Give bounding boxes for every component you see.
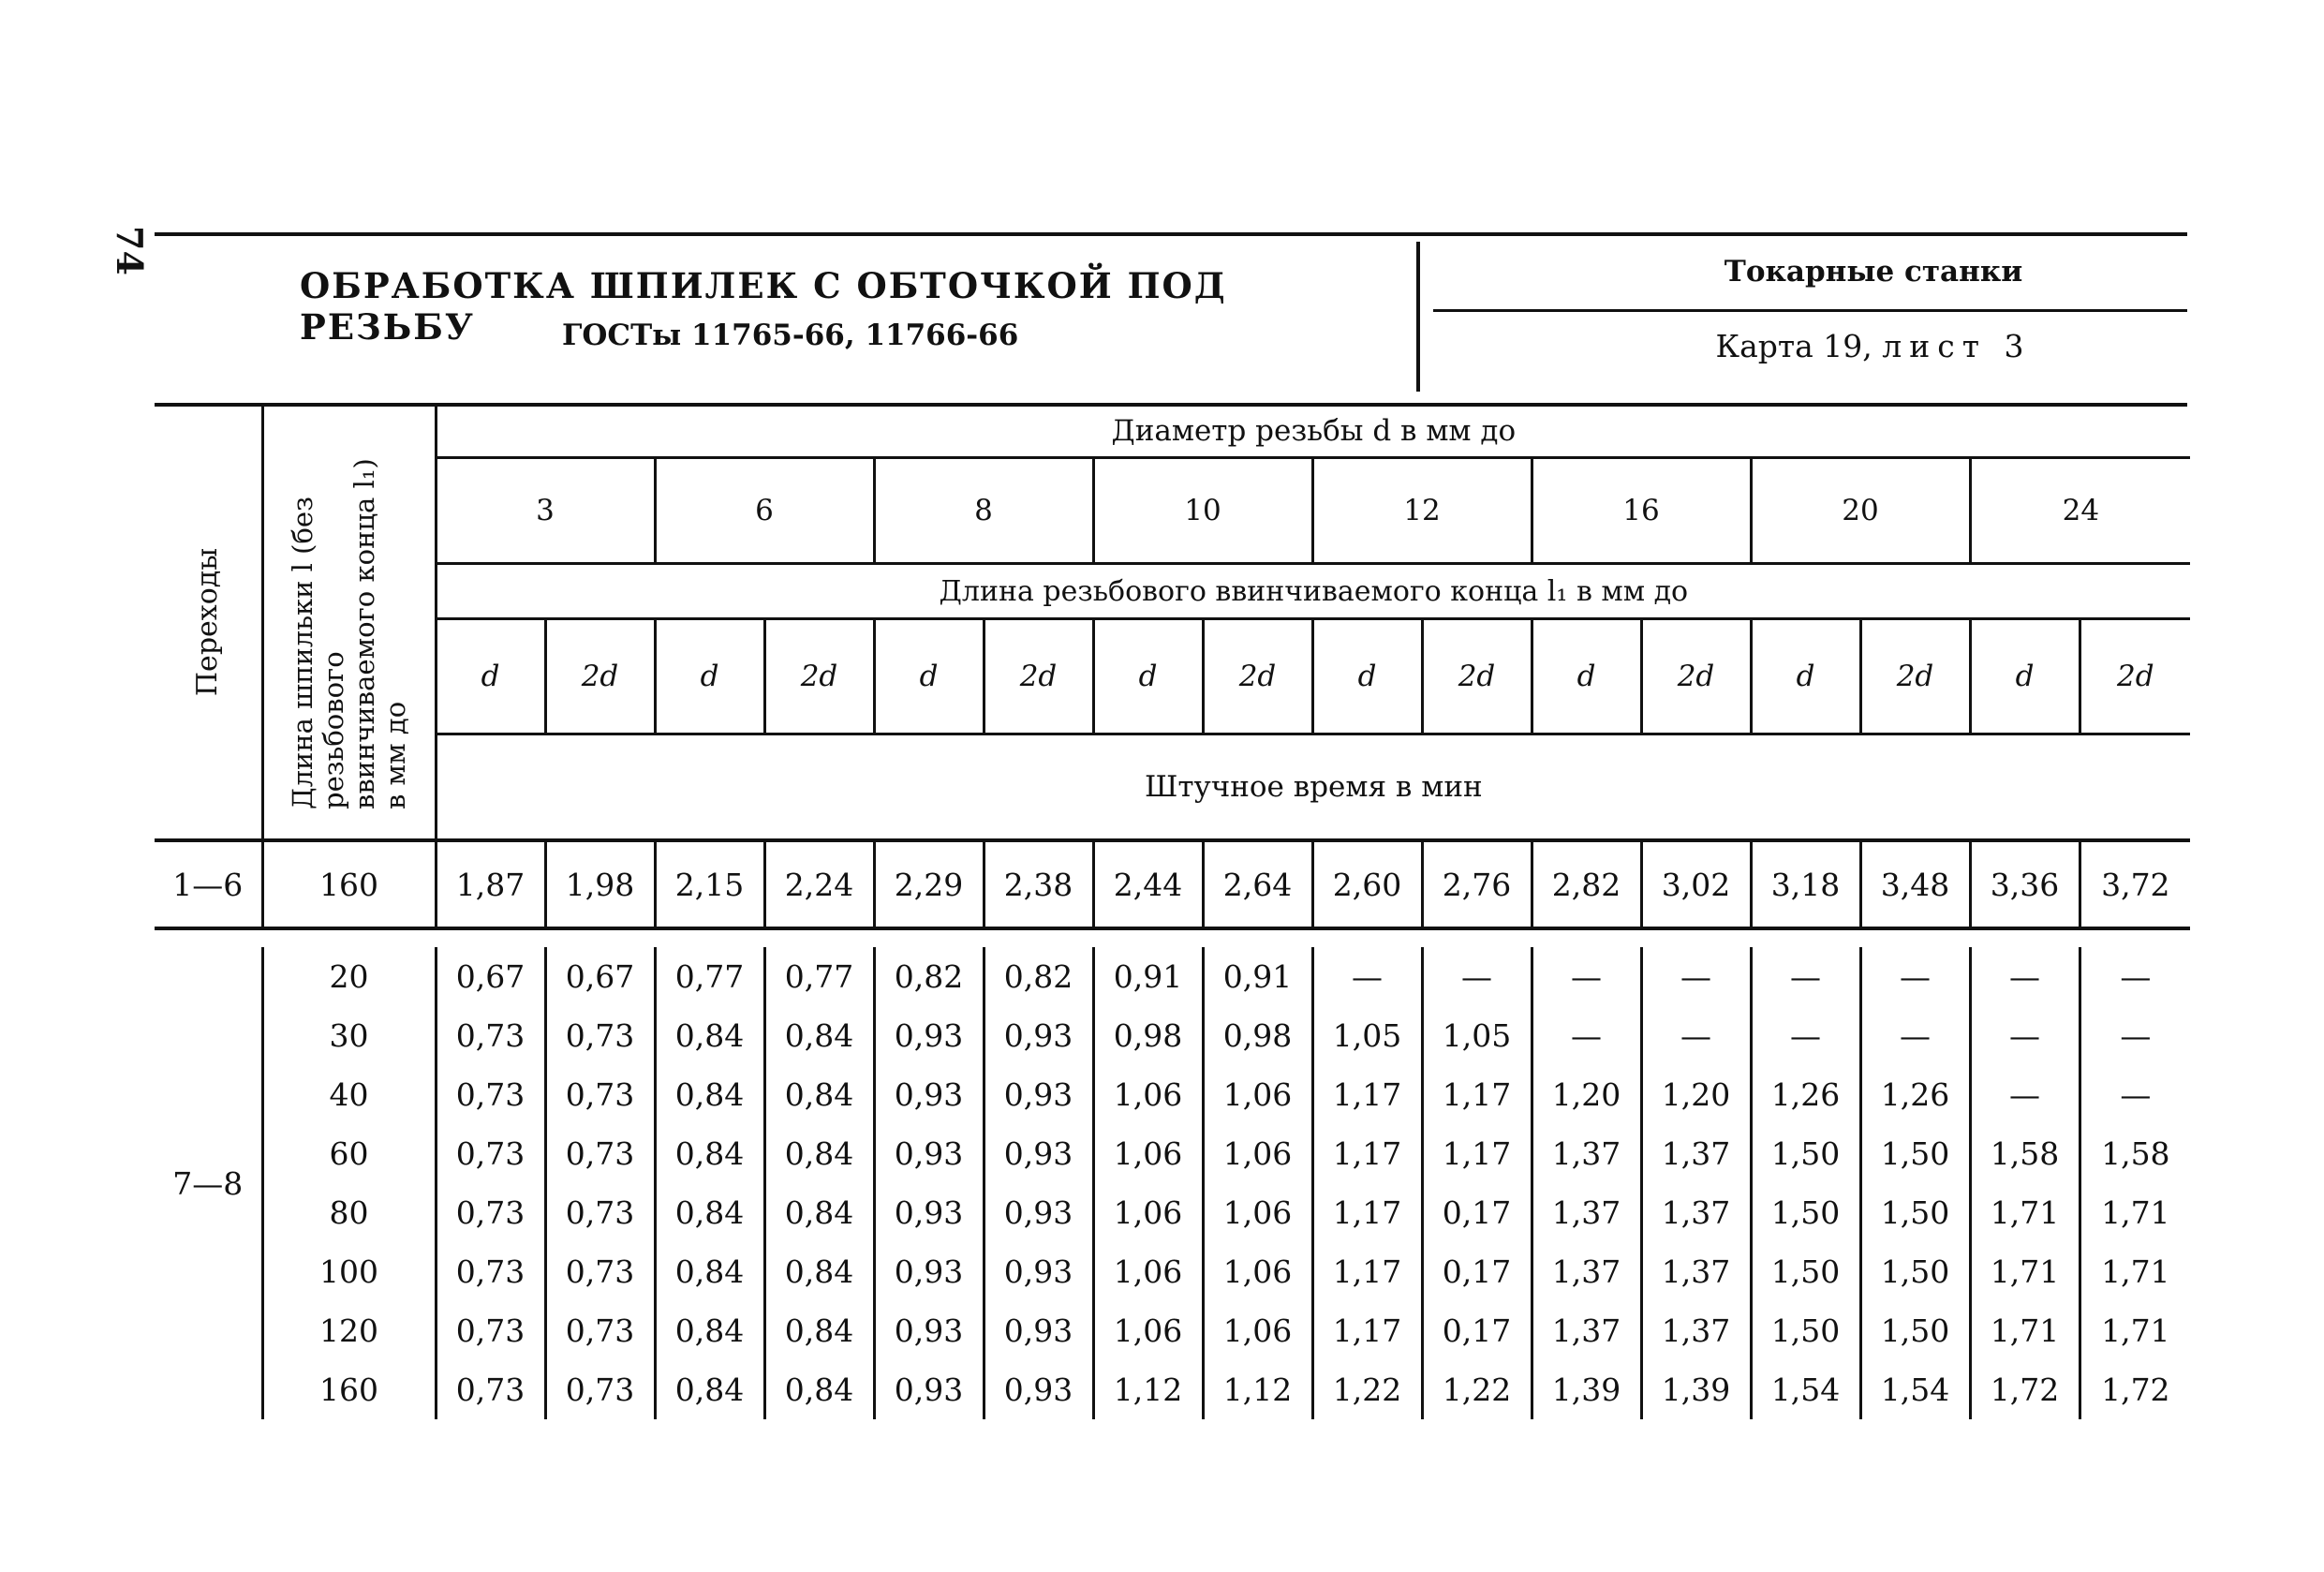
length-cell: 80	[262, 1183, 436, 1242]
value-cell: 1,37	[1532, 1183, 1641, 1242]
gost-reference: ГОСТы 11765-66, 11766-66	[562, 319, 1019, 352]
header-right-rule	[1433, 309, 2187, 312]
subheader-cell: d	[1751, 619, 1860, 734]
value-cell: 0,93	[984, 1242, 1093, 1301]
value-cell: 0,93	[874, 1360, 984, 1419]
length-cell: 30	[262, 1006, 436, 1065]
value-cell: 0,98	[1203, 1006, 1312, 1065]
value-cell: 1,37	[1532, 1124, 1641, 1183]
length-cell: 100	[262, 1242, 436, 1301]
value-cell: 1,17	[1312, 1183, 1422, 1242]
value-cell: 1,06	[1203, 1124, 1312, 1183]
value-cell: 2,64	[1203, 840, 1312, 928]
table-row	[155, 947, 2190, 1006]
subheader-cell: d	[1093, 619, 1203, 734]
value-cell: 0,73	[545, 1360, 655, 1419]
value-cell: 0,84	[764, 1360, 874, 1419]
value-cell: 1,17	[1422, 1124, 1532, 1183]
length-cell: 160	[262, 840, 436, 928]
value-cell: 0,77	[764, 947, 874, 1006]
value-cell: —	[2080, 1065, 2190, 1124]
value-cell: 1,17	[1312, 1242, 1422, 1301]
value-cell: 1,22	[1312, 1360, 1422, 1419]
diameter-cell: 3	[436, 458, 655, 564]
value-cell: 1,54	[1751, 1360, 1860, 1419]
value-cell: 1,50	[1860, 1301, 1970, 1360]
value-cell: 0,73	[455, 1312, 525, 1349]
value-cell: 1,50	[1751, 1183, 1860, 1242]
value-cell: 1,37	[1641, 1124, 1751, 1183]
thread-length-caption: Длина резьбового ввинчиваемого конца l₁ в мм до	[436, 564, 2190, 619]
transition-cell: 1—6	[155, 840, 262, 928]
value-cell: 0,93	[984, 1124, 1093, 1183]
value-cell: 1,06	[1203, 1301, 1312, 1360]
value-cell: 0,84	[655, 1183, 764, 1242]
subheader-cell: d	[655, 619, 764, 734]
length-cell: 60	[262, 1124, 436, 1183]
value-cell: 0,84	[764, 1301, 874, 1360]
spacer-cell	[155, 928, 2190, 947]
machine-type: Токарные станки	[1724, 255, 2023, 289]
value-cell: 0,73	[455, 1017, 525, 1054]
value-cell: 0,84	[655, 1124, 764, 1183]
value-cell: 1,71	[1970, 1183, 2080, 1242]
subheader-row	[155, 619, 2190, 734]
subheader-cell: 2d	[1860, 619, 1970, 734]
table-row	[155, 1360, 2190, 1419]
subheader-cell: 2d	[1641, 619, 1751, 734]
length-header-text: Длина шпильки l (без резьбового ввинчиваемого конца l₁) в мм до	[286, 457, 411, 809]
subheader-cell: d	[436, 619, 545, 734]
header-divider	[1416, 242, 1420, 392]
value-cell: 0,84	[655, 1065, 764, 1124]
value-cell: 0,73	[545, 1183, 655, 1242]
value-cell: 1,06	[1203, 1183, 1312, 1242]
table-row	[155, 1242, 2190, 1301]
value-cell: 1,26	[1860, 1065, 1970, 1124]
diameter-cell: 6	[655, 458, 874, 564]
subheader-cell: 2d	[984, 619, 1093, 734]
length-cell: 160	[262, 1360, 436, 1419]
value-cell: 1,20	[1641, 1065, 1751, 1124]
card-reference	[1424, 328, 2323, 364]
value-cell: —	[2080, 947, 2190, 1006]
value-cell: 3,36	[1970, 840, 2080, 928]
value-cell: 0,84	[764, 1006, 874, 1065]
value-cell: 1,37	[1532, 1242, 1641, 1301]
value-cell: 3,72	[2080, 840, 2190, 928]
value-cell: 0,84	[655, 1301, 764, 1360]
table-row	[155, 840, 2190, 928]
subheader-cell: 2d	[1203, 619, 1312, 734]
value-cell: 1,22	[1422, 1360, 1532, 1419]
value-cell: 2,24	[764, 840, 874, 928]
value-cell: 0,84	[764, 1065, 874, 1124]
transitions-header: Переходы	[190, 547, 224, 696]
value-cell: 0,67	[455, 958, 525, 995]
value-cell: —	[1532, 1006, 1641, 1065]
value-cell: 1,17	[1422, 1065, 1532, 1124]
value-cell: —	[1751, 1006, 1860, 1065]
value-cell: 0,93	[984, 1065, 1093, 1124]
value-cell: 0,93	[984, 1006, 1093, 1065]
value-cell: —	[1970, 947, 2080, 1006]
value-cell: 0,93	[984, 1183, 1093, 1242]
value-cell: —	[1312, 947, 1422, 1006]
value-cell: 1,17	[1312, 1065, 1422, 1124]
value-cell: 0,93	[984, 1360, 1093, 1419]
value-cell: 0,77	[655, 947, 764, 1006]
value-cell: 2,76	[1422, 840, 1532, 928]
value-cell: 1,37	[1532, 1301, 1641, 1360]
subheader-cell: 2d	[764, 619, 874, 734]
value-cell: 0,73	[455, 1135, 525, 1172]
value-cell: 1,72	[2080, 1360, 2190, 1419]
value-cell: 0,73	[545, 1006, 655, 1065]
value-cell: 1,58	[2080, 1124, 2190, 1183]
value-cell: 0,93	[874, 1301, 984, 1360]
value-cell: 2,15	[655, 840, 764, 928]
value-cell: —	[1641, 947, 1751, 1006]
diameter-cell: 24	[1970, 458, 2190, 564]
value-cell: 1,06	[1093, 1301, 1203, 1360]
value-cell: 1,06	[1093, 1183, 1203, 1242]
value-cell: 0,73	[455, 1253, 525, 1290]
value-cell: —	[2080, 1006, 2190, 1065]
page-title: ОБРАБОТКА ШПИЛЕК С ОБТОЧКОЙ ПОД РЕЗЬБУ	[300, 265, 1227, 348]
diameter-caption: Диаметр резьбы d в мм до	[436, 405, 2190, 458]
value-cell: 1,50	[1751, 1242, 1860, 1301]
value-cell: 2,38	[984, 840, 1093, 928]
length-cell: 20	[262, 947, 436, 1006]
card-sheet: лист 3	[1882, 328, 2032, 364]
value-cell: 1,71	[1970, 1301, 2080, 1360]
value-cell: 1,12	[1203, 1360, 1312, 1419]
value-cell: 0,93	[984, 1301, 1093, 1360]
subheader-cell: d	[1312, 619, 1422, 734]
value-cell: 1,39	[1532, 1360, 1641, 1419]
value-cell: 0,91	[1203, 947, 1312, 1006]
value-cell: 1,71	[2080, 1301, 2190, 1360]
diameter-cell: 12	[1312, 458, 1532, 564]
value-cell: 0,17	[1422, 1183, 1532, 1242]
value-cell: 0,91	[1093, 947, 1203, 1006]
length-header	[288, 435, 411, 809]
value-cell: 0,73	[545, 1301, 655, 1360]
card-prefix: Карта 19,	[1715, 328, 1873, 364]
value-cell: —	[1970, 1006, 2080, 1065]
value-cell: 1,87	[455, 866, 525, 903]
length-cell: 120	[262, 1301, 436, 1360]
value-cell: 0,84	[655, 1360, 764, 1419]
diameter-row	[155, 458, 2190, 564]
value-cell: 0,73	[545, 1124, 655, 1183]
transitions-header-cell	[155, 405, 262, 840]
value-cell: 1,06	[1093, 1242, 1203, 1301]
value-cell: 1,17	[1312, 1301, 1422, 1360]
value-cell: 1,26	[1751, 1065, 1860, 1124]
value-cell: 0,73	[455, 1194, 525, 1231]
table-row	[155, 1124, 2190, 1183]
norms-table	[155, 405, 2190, 1419]
value-cell: 0,93	[874, 1065, 984, 1124]
value-cell: 2,82	[1532, 840, 1641, 928]
value-cell: 1,50	[1751, 1301, 1860, 1360]
value-cell: 0,73	[455, 1076, 525, 1113]
value-cell: 3,02	[1641, 840, 1751, 928]
value-cell: 0,82	[984, 947, 1093, 1006]
value-cell: 0,84	[764, 1124, 874, 1183]
value-cell: 1,71	[1970, 1242, 2080, 1301]
spacer-row	[155, 928, 2190, 947]
value-cell: 1,98	[545, 840, 655, 928]
value-cell: 0,67	[545, 947, 655, 1006]
subheader-cell: 2d	[545, 619, 655, 734]
value-cell: 0,84	[764, 1242, 874, 1301]
value-cell: —	[1860, 1006, 1970, 1065]
value-cell: —	[1641, 1006, 1751, 1065]
time-caption: Штучное время в мин	[1144, 770, 1483, 804]
value-cell: 1,37	[1641, 1301, 1751, 1360]
diameter-cell: 10	[1093, 458, 1312, 564]
transition-cell: 7—8	[155, 947, 262, 1419]
value-cell: 0,82	[874, 947, 984, 1006]
value-cell: —	[1860, 947, 1970, 1006]
value-cell: 1,71	[2080, 1242, 2190, 1301]
value-cell: 1,05	[1312, 1006, 1422, 1065]
diameter-cell: 20	[1751, 458, 1970, 564]
value-cell: 1,71	[2080, 1183, 2190, 1242]
value-cell: 1,20	[1532, 1065, 1641, 1124]
value-cell: 0,73	[455, 1372, 525, 1408]
page-number: 74	[108, 226, 151, 275]
value-cell: 1,06	[1203, 1242, 1312, 1301]
value-cell: 1,58	[1970, 1124, 2080, 1183]
length-cell: 40	[262, 1065, 436, 1124]
value-cell: 0,84	[655, 1242, 764, 1301]
value-cell: 1,06	[1093, 1124, 1203, 1183]
value-cell: 1,50	[1860, 1242, 1970, 1301]
subheader-cell: d	[874, 619, 984, 734]
value-cell: 1,50	[1860, 1183, 1970, 1242]
value-cell: 1,06	[1093, 1065, 1203, 1124]
value-cell: 0,93	[874, 1242, 984, 1301]
table-row	[155, 1301, 2190, 1360]
value-cell: 1,72	[1970, 1360, 2080, 1419]
value-cell: 1,17	[1312, 1124, 1422, 1183]
value-cell: —	[1422, 947, 1532, 1006]
length-header-cell	[262, 405, 436, 840]
diameter-cell: 16	[1532, 458, 1751, 564]
table-row	[155, 1006, 2190, 1065]
value-cell: 0,17	[1422, 1242, 1532, 1301]
value-cell: 1,37	[1641, 1183, 1751, 1242]
value-cell: —	[1751, 947, 1860, 1006]
subheader-cell: d	[1532, 619, 1641, 734]
value-cell: 0,98	[1093, 1006, 1203, 1065]
value-cell: —	[1970, 1065, 2080, 1124]
value-cell: 0,17	[1422, 1301, 1532, 1360]
value-cell: 0,73	[545, 1242, 655, 1301]
value-cell: 2,44	[1093, 840, 1203, 928]
value-cell: 3,18	[1751, 840, 1860, 928]
value-cell: 1,50	[1860, 1124, 1970, 1183]
value-cell: 1,12	[1093, 1360, 1203, 1419]
table-row	[155, 1065, 2190, 1124]
value-cell: 2,29	[874, 840, 984, 928]
value-cell: 0,84	[764, 1183, 874, 1242]
value-cell: 0,73	[545, 1065, 655, 1124]
subheader-cell: d	[1970, 619, 2080, 734]
value-cell: 1,39	[1641, 1360, 1751, 1419]
value-cell: 0,84	[655, 1006, 764, 1065]
subheader-cell: 2d	[1422, 619, 1532, 734]
value-cell: 1,05	[1422, 1006, 1532, 1065]
value-cell: 2,60	[1312, 840, 1422, 928]
diameter-cell: 8	[874, 458, 1093, 564]
value-cell: 1,37	[1641, 1242, 1751, 1301]
value-cell: 0,93	[874, 1006, 984, 1065]
value-cell: 1,54	[1860, 1360, 1970, 1419]
table-row	[155, 1183, 2190, 1242]
value-cell: —	[1532, 947, 1641, 1006]
value-cell: 0,93	[874, 1183, 984, 1242]
header-top-rule	[155, 232, 2187, 236]
subheader-cell: 2d	[2080, 619, 2190, 734]
value-cell: 1,50	[1751, 1124, 1860, 1183]
value-cell: 3,48	[1860, 840, 1970, 928]
value-cell: 1,06	[1203, 1065, 1312, 1124]
value-cell: 0,93	[874, 1124, 984, 1183]
